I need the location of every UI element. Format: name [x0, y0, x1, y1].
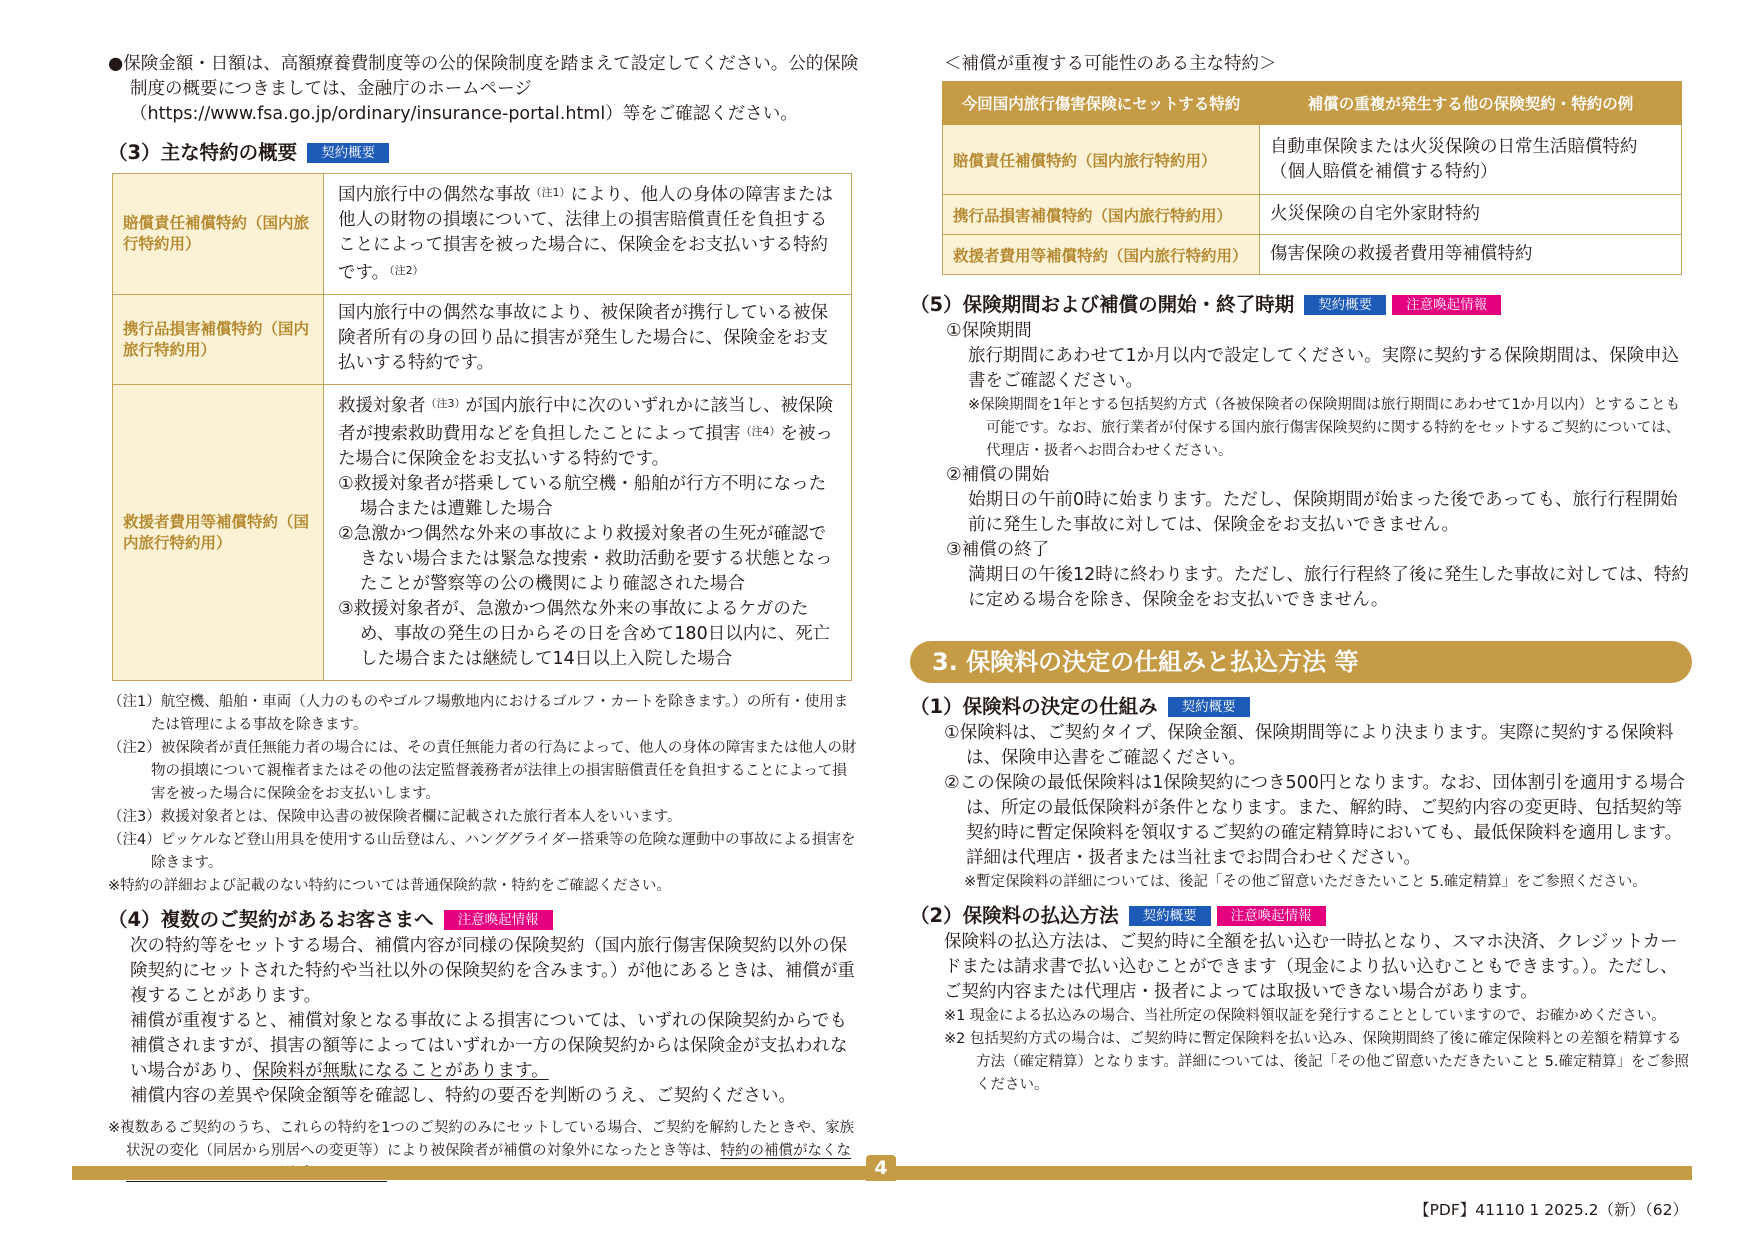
note: ※2 包括契約方式の場合は、ご契約時に暫定保険料を払い込み、保険期間終了後に確定保険料との差額を精算する方法（確定精算）となります。詳細については、後記「その他ご留意いただきたいこと 5.確定精算」をご参照ください。 [944, 1031, 1689, 1093]
paragraph: 次の特約等をセットする場合、補償内容が同様の保険契約（国内旅行傷害保険契約以外の保険契約にセットされた特約や当社以外の保険契約を含みます。）が他にあるときは、補償が重複することがあります。 [130, 936, 855, 1006]
document-code: 【PDF】41110 1 2025.2（新）（62） [1414, 1201, 1688, 1219]
subheading: ③補償の終了 [946, 540, 1050, 560]
caution-info-tag: 注意喚起情報 [1217, 906, 1326, 926]
caution-info-tag: 注意喚起情報 [1392, 295, 1501, 315]
paragraph: 保険料の払込方法は、ご契約時に全額を払い込む一時払となり、スマホ決済、クレジットカードまたは請求書で払い込むことができます（現金により払い込むこともできます。）。ただし、ご契約内容または代理店・扱者によっては取扱いできない場合があります。 [944, 932, 1678, 1002]
paragraph: 始期日の午前0時に始まります。ただし、保険期間が始まった後であっても、旅行行程開始前に発生した事故に対しては、保険金をお支払いできません。 [968, 490, 1678, 535]
payment-method-body [910, 930, 1690, 1097]
paragraph: 補償内容の差異や保険金額等を確認し、特約の要否を判断のうえ、ご契約ください。 [130, 1086, 797, 1106]
rider-description: 救援対象者$^{(注3)}$が国内旅行中に次のいずれかに該当し、被保険者が捜索救助費用などを負担したことによって損害$^{(注4)}$を被った場合に保険金をお支払いする特約です。 ①救援対象者が搭乗している航空機・船舶が行方不明になった場合または遭難した場合 ②急激かつ偶然な外来の事故により救援対象者の生死が確認できない場合または緊急な捜索・救助活動を要する状態となったことが警察等の公の機関により確認された場合 ③救援対象者が、急激かつ偶然な外来の事故によるケガのため、事故の発生の日からその日を含めて180日以内に、死亡した場合または継続して14日以上入院した場合 [324, 385, 852, 681]
overlap-example: 自動車保険または火災保険の日常生活賠償特約（個人賠償を補償する特約） [1260, 125, 1682, 195]
column-header: 補償の重複が発生する他の保険契約・特約の例 [1260, 82, 1682, 125]
section-4-title: （4）複数のご契約があるお客さまへ [108, 908, 434, 931]
table-row [943, 125, 1682, 195]
footnote: （注1）航空機、船舶・車両（人力のものやゴルフ場敷地内におけるゴルフ・カートを除きます。）の所有・使用または管理による事故を除きます。 [108, 694, 849, 733]
contract-summary-tag: 契約概要 [1129, 906, 1211, 926]
table-row [943, 195, 1682, 235]
contract-summary-tag: 契約概要 [307, 143, 389, 163]
list-item: ①救援対象者が搭乗している航空機・船舶が行方不明になった場合または遭難した場合 [338, 474, 827, 519]
section-4-heading [108, 906, 860, 934]
overlap-example: 火災保険の自宅外家財特約 [1260, 195, 1682, 235]
rider-name: 賠償責任補償特約（国内旅行特約用） [943, 125, 1260, 195]
contract-summary-tag: 契約概要 [1168, 697, 1250, 717]
table-row [113, 174, 852, 295]
section-5-body [910, 319, 1690, 613]
section-4-note: ※複数あるご契約のうち、これらの特約を1つのご契約のみにセットしている場合、ご契約を解約したときや、家族状況の変化（同居から別居への変更等）により被保険者が補償の対象外になったとき等は、特約の補償がなくな [108, 1120, 855, 1159]
rider-name: 携行品損害補償特約（国内旅行特約用） [943, 195, 1260, 235]
footnote: ※特約の詳細および記載のない特約については普通保険約款・特約をご確認ください。 [108, 878, 671, 894]
premium-structure-title: （1）保険料の決定の仕組み [910, 695, 1158, 718]
table-row [113, 295, 852, 385]
section-4-body [108, 934, 860, 1109]
section-5-heading [910, 291, 1690, 319]
table-header-row [943, 82, 1682, 125]
note: ※暫定保険料の詳細については、後記「その他ご留意いただきたいこと 5.確定精算」をご参照ください。 [964, 874, 1647, 890]
table-row [943, 235, 1682, 275]
premium-structure-body [910, 721, 1690, 894]
rider-name: 救援者費用等補償特約（国内旅行特約用） [113, 385, 324, 681]
overlap-example: 傷害保険の救援者費用等補償特約 [1260, 235, 1682, 275]
subheading: ①保険期間 [946, 321, 1032, 341]
list-item: ②この保険の最低保険料は1保険契約につき500円となります。なお、団体割引を適用する場合は、所定の最低保険料が条件となります。また、解約時、ご契約内容の変更時、包括契約等契約時に暫定保険料を領収するご契約の確定精算時においても、最低保険料を適用します。詳細は代理店・扱者または当社までお問合わせください。 [944, 773, 1685, 868]
note: ※1 現金による払込みの場合、当社所定の保険料領収証を発行することとしていますので、お確かめください。 [944, 1008, 1666, 1024]
list-item: ③救援対象者が、急激かつ偶然な外来の事故によるケガのため、事故の発生の日からその日を含めて180日以内に、死亡した場合または継続して14日以上入院した場合 [338, 599, 831, 669]
rider-name: 救援者費用等補償特約（国内旅行特約用） [943, 235, 1260, 275]
section-5-title: （5）保険期間および補償の開始・終了時期 [910, 293, 1295, 316]
overlap-caption: ＜補償が重複する可能性のある主な特約＞ [944, 54, 1277, 74]
rider-name: 携行品損害補償特約（国内旅行特約用） [113, 295, 324, 385]
list-item: ①保険料は、ご契約タイプ、保険金額、保険期間等により決まります。実際に契約する保険料は、保険申込書をご確認ください。 [944, 723, 1674, 768]
paragraph: 補償が重複すると、補償対象となる事故による損害については、いずれの保険契約からでも補償されますが、損害の額等によってはいずれか一方の保険契約からは保険金が支払われない場合があり、保険料が無駄になることがあります。 [130, 1011, 848, 1081]
right-column [910, 52, 1690, 1097]
intro-paragraph: ●保険金額・日額は、高額療養費制度等の公的保険制度を踏まえて設定してください。公的保険制度の概要につきましては、金融庁のホームページ（https://www.fsa.go.jp/ordinary/insurance-portal.html）等をご確認ください。 [108, 54, 859, 124]
footnote: （注4）ピッケルなど登山用具を使用する山岳登はん、ハンググライダー搭乗等の危険な運動中の事故による損害を除きます。 [108, 832, 856, 871]
subheading: ②補償の開始 [946, 465, 1050, 485]
table-row [113, 385, 852, 681]
rider-description: 国内旅行中の偶然な事故$^{(注1)}$により、他人の身体の障害または他人の財物の損壊について、法律上の損害賠償責任を負担することによって損害を被った場合に、保険金をお支払いする特約です。$^{(注2)}$ [324, 174, 852, 295]
paragraph: 満期日の午後12時に終わります。ただし、旅行行程終了後に発生した事故に対しては、特約に定める場合を除き、保険金をお支払いできません。 [968, 565, 1689, 610]
footnote: （注2）被保険者が責任無能力者の場合には、その責任無能力者の行為によって、他人の身体の障害または他人の財物の損壊について親権者またはその他の法定監督義務者が法律上の損害賠償責任を負担することによって損害を被った場合に保険金をお支払いします。 [108, 740, 857, 802]
rider-description: 国内旅行中の偶然な事故により、被保険者が携行している被保険者所有の身の回り品に損害が発生した場合に、保険金をお支払いする特約です。 [324, 295, 852, 385]
premium-structure-heading [910, 693, 1690, 721]
left-column [108, 52, 860, 1186]
caution-info-tag: 注意喚起情報 [444, 910, 553, 930]
paragraph: 旅行期間にあわせて1か月以内で設定してください。実際に契約する保険期間は、保険申込書をご確認ください。 [968, 346, 1680, 391]
contract-summary-tag: 契約概要 [1304, 295, 1386, 315]
section-3-title: （3）主な特約の概要 [108, 141, 298, 164]
footnote: （注3）救援対象者とは、保険申込書の被保険者欄に記載された旅行者本人をいいます。 [108, 809, 682, 825]
payment-method-heading [910, 902, 1690, 930]
footnotes [108, 691, 860, 898]
section-3-banner: 3. 保険料の決定の仕組みと払込方法 等 [910, 641, 1692, 683]
page-number: 4 [866, 1155, 896, 1181]
overlap-table [942, 81, 1682, 275]
list-item: ②急激かつ偶然な外来の事故により救援対象者の生死が確認できない場合または緊急な捜索・救助活動を要する状態となったことが警察等の公の機関により確認された場合 [338, 524, 833, 594]
payment-method-title: （2）保険料の払込方法 [910, 904, 1119, 927]
section-3-heading [108, 139, 860, 167]
note: ※保険期間を1年とする包括契約方式（各被保険者の保険期間は旅行期間にあわせて1か月以内）とすることも可能です。なお、旅行業者が付保する国内旅行傷害保険契約に関する特約をセットするご契約については、代理店・扱者へお問合わせください。 [968, 397, 1681, 459]
rider-name: 賠償責任補償特約（国内旅行特約用） [113, 174, 324, 295]
column-header: 今回国内旅行傷害保険にセットする特約 [943, 82, 1260, 125]
riders-table [112, 173, 852, 681]
